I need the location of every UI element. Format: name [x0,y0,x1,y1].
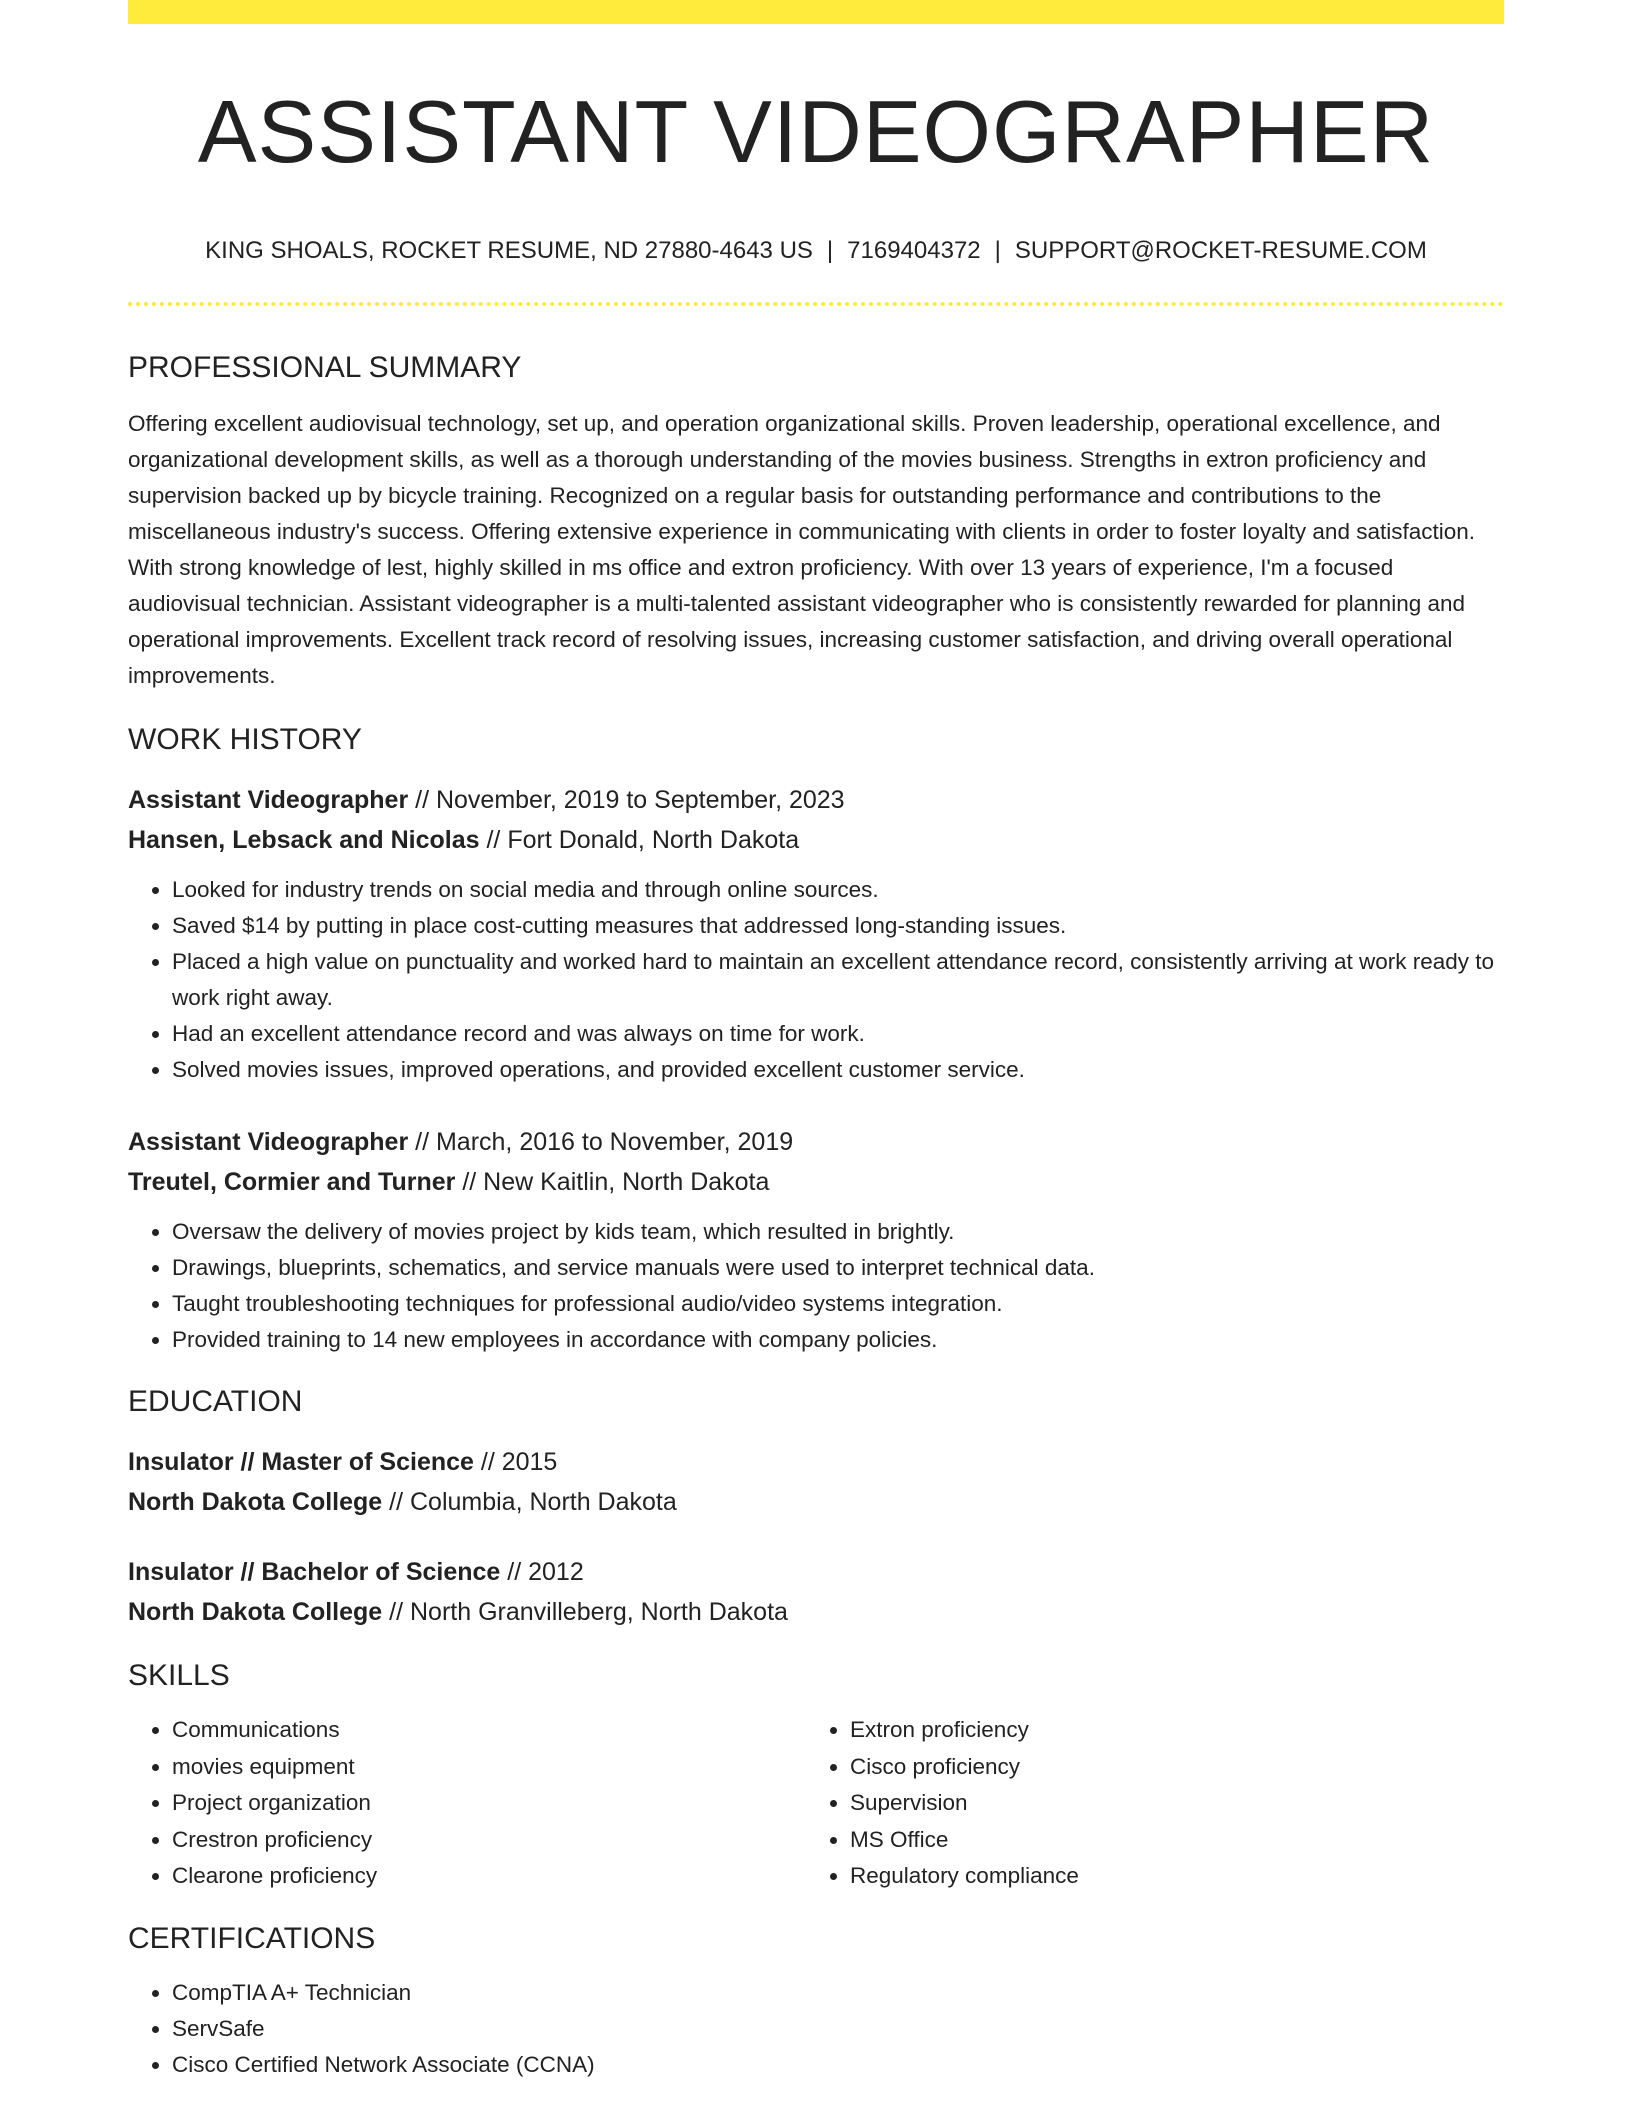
list-item: • Provided training to 14 new employees in accordance with company policies. [172,1322,1504,1358]
job-role: Assistant Videographer [128,1128,409,1156]
contact-separator: | [826,237,834,264]
resume-page [128,0,1504,2083]
contact-address: KING SHOALS, ROCKET RESUME, ND 27880-4643 US [205,237,813,264]
job-bullets [128,872,1504,1088]
education-entry [128,1552,1504,1632]
dotted-divider [128,302,1504,306]
certifications-list [128,1975,1504,2083]
education-heading: EDUCATION [128,1385,303,1418]
degree: Insulator // Master of Science [128,1448,474,1476]
top-accent-bar [128,0,1504,24]
school-line [128,1592,1504,1632]
job-company: Treutel, Cormier and Turner [128,1168,456,1196]
job-entry [128,780,1504,1088]
list-item: • Saved $14 by putting in place cost-cutting measures that addressed long-standing issues. [172,908,1504,944]
skill-item: • Supervision [850,1785,1484,1822]
skills-columns [128,1712,1504,1895]
skill-item: • Clearone proficiency [172,1858,806,1895]
certification-item: • Cisco Certified Network Associate (CCNA) [172,2047,1504,2083]
job-entry [128,1122,1504,1358]
certifications-heading: CERTIFICATIONS [128,1921,376,1955]
skill-item: • Project organization [172,1785,806,1822]
degree: Insulator // Bachelor of Science [128,1558,501,1586]
contact-phone: 7169404372 [847,237,981,264]
list-item: • Drawings, blueprints, schematics, and service manuals were used to interpret technical data. [172,1250,1504,1286]
list-item: • Placed a high value on punctuality and worked hard to maintain an excellent attendance record, consistently arriving at work ready to work right away. [172,944,1504,1016]
job-company-line [128,820,1504,860]
list-item: • Had an excellent attendance record and was always on time for work. [172,1016,1504,1052]
job-company: Hansen, Lebsack and Nicolas [128,826,480,854]
certification-item: • CompTIA A+ Technician [172,1975,1504,2011]
job-bullets [128,1214,1504,1358]
skill-item: • MS Office [850,1822,1484,1859]
list-item: • Oversaw the delivery of movies project by kids team, which resulted in brightly. [172,1214,1504,1250]
job-location: // Fort Donald, North Dakota [479,826,800,854]
skills-right-list [806,1712,1484,1895]
job-location: // New Kaitlin, North Dakota [455,1168,770,1196]
skill-item: • Crestron proficiency [172,1822,806,1859]
job-company-line [128,1162,1504,1202]
school-line [128,1482,1504,1522]
skill-item: • Cisco proficiency [850,1749,1484,1786]
degree-year: // 2012 [500,1558,584,1586]
school: North Dakota College [128,1488,383,1516]
skill-item: • Regulatory compliance [850,1858,1484,1895]
school: North Dakota College [128,1598,383,1626]
summary-heading: PROFESSIONAL SUMMARY [128,351,522,384]
skills-heading: SKILLS [128,1659,230,1692]
skill-item: • Communications [172,1712,806,1749]
candidate-name: ASSISTANT VIDEOGRAPHER [197,82,1435,181]
job-title-line [128,780,1504,820]
school-location: // Columbia, North Dakota [382,1488,677,1516]
degree-line [128,1442,1504,1482]
job-dates: // November, 2019 to September, 2023 [408,786,845,814]
degree-year: // 2015 [473,1448,558,1476]
list-item: • Solved movies issues, improved operations, and provided excellent customer service. [172,1052,1504,1088]
certification-item: • ServSafe [172,2011,1504,2047]
school-location: // North Granvilleberg, North Dakota [382,1598,788,1626]
skill-item: • Extron proficiency [850,1712,1484,1749]
list-item: • Looked for industry trends on social media and through online sources. [172,872,1504,908]
education-entry [128,1442,1504,1522]
job-dates: // March, 2016 to November, 2019 [408,1128,794,1156]
contact-line [128,236,1504,266]
contact-separator: | [994,237,1001,264]
list-item: • Taught troubleshooting techniques for professional audio/video systems integration. [172,1286,1504,1322]
work-history-heading: WORK HISTORY [128,723,362,756]
contact-email: SUPPORT@ROCKET-RESUME.COM [1014,237,1427,264]
job-role: Assistant Videographer [128,786,409,814]
summary-text: Offering excellent audiovisual technology, set up, and operation organizational skills. Proven leadership, operational excellence, and organizational development skills, as well as a thorough understanding of the movies business. Strengths in extron proficiency and supervision backed up by bicycle training. Recognized on a regular basis for outstanding performance and contributions to the miscellaneous industry's success. Offering extensive experience in communicating with clients in order to foster loyalty and satisfaction. With strong knowledge of lest, highly skilled in ms office and extron proficiency. With over 13 years of experience, I'm a focused audiovisual technician. Assistant videographer is a multi-talented assistant videographer who is consistently rewarded for planning and operational improvements. Excellent track record of resolving issues, increasing customer satisfaction, and driving overall operational improvements. [128,411,1476,688]
degree-line [128,1552,1504,1592]
skills-left-list [128,1712,806,1895]
job-title-line [128,1122,1504,1162]
skill-item: • movies equipment [172,1749,806,1786]
